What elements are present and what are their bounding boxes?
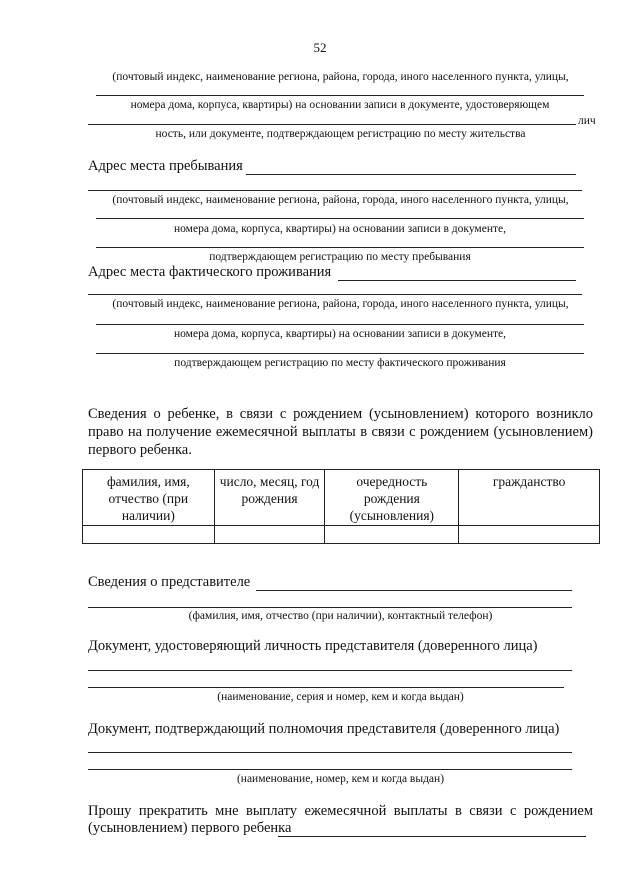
stay-address-hint-1: (почтовый индекс, наименование региона, района, города, иного населенного пункта, улицы, <box>112 194 569 206</box>
representative-label: Сведения о представителе <box>88 574 251 590</box>
actual-address-hint-1: (почтовый индекс, наименование региона, района, города, иного населенного пункта, улицы, <box>112 298 569 310</box>
col-header-citizenship: гражданство <box>459 470 600 526</box>
rep-auth-doc-label: Документ, подтверждающий полномочия представителя (доверенного лица) <box>88 721 560 737</box>
rep-id-doc-line-1[interactable] <box>88 670 572 671</box>
cell-full-name[interactable] <box>83 526 215 544</box>
stay-address-hint-3: подтверждающем регистрацию по месту пребывания <box>209 251 471 263</box>
reg-address-hint-2: номера дома, корпуса, квартиры) на основании записи в документе, удостоверяющем <box>130 99 550 111</box>
reg-address-hint-2-tail: лич <box>578 115 596 127</box>
request-line-1: Прошу прекратить мне выплату ежемесячной выплаты в связи с рождением <box>88 803 593 819</box>
actual-address-hint-2: номера дома, корпуса, квартиры) на основании записи в документе, <box>174 328 506 340</box>
request-line-2: (усыновлением) первого ребенка <box>88 820 292 836</box>
child-info-intro: Сведения о ребенке, в связи с рождением (усыновлением) которого возникло право на получение ежемесячной выплаты в связи с рождением (усыновлением) первого ребенка. <box>88 406 593 458</box>
rep-id-doc-label: Документ, удостоверяющий личность представителя (доверенного лица) <box>88 638 538 654</box>
rep-auth-doc-line-2[interactable] <box>88 769 572 770</box>
request-field[interactable] <box>278 836 586 837</box>
reg-address-hint-3: ность, или документе, подтверждающем регистрацию по месту жительства <box>155 128 526 140</box>
rep-id-doc-hint: (наименование, серия и номер, кем и когда выдан) <box>217 691 464 703</box>
col-header-birth-date: число, месяц, год рождения <box>214 470 325 526</box>
reg-address-line-1[interactable] <box>96 95 584 96</box>
stay-address-line-3[interactable] <box>96 247 584 248</box>
rep-id-doc-line-2[interactable] <box>88 687 564 688</box>
col-header-birth-order: очередность рождения (усыновления) <box>325 470 459 526</box>
child-table <box>82 469 600 544</box>
cell-birth-order[interactable] <box>325 526 459 544</box>
representative-hint: (фамилия, имя, отчество (при наличии), контактный телефон) <box>188 610 493 622</box>
cell-citizenship[interactable] <box>459 526 600 544</box>
representative-line-1[interactable] <box>88 607 572 608</box>
actual-address-line-2[interactable] <box>96 324 584 325</box>
col-header-full-name: фамилия, имя, отчество (при наличии) <box>83 470 215 526</box>
rep-auth-doc-hint: (наименование, номер, кем и когда выдан) <box>236 773 445 785</box>
page-number: 52 <box>313 40 327 55</box>
table-header-row <box>83 470 600 526</box>
actual-address-label: Адрес места фактического проживания <box>88 264 332 280</box>
stay-address-label: Адрес места пребывания <box>88 158 243 174</box>
cell-birth-date[interactable] <box>214 526 325 544</box>
table-row <box>83 526 600 544</box>
actual-address-line-1[interactable] <box>88 294 582 295</box>
rep-auth-doc-line-1[interactable] <box>88 752 572 753</box>
stay-address-field[interactable] <box>246 174 576 175</box>
actual-address-field[interactable] <box>338 280 576 281</box>
stay-address-line-1[interactable] <box>88 190 582 191</box>
stay-address-line-2[interactable] <box>96 218 584 219</box>
actual-address-hint-3: подтверждающем регистрацию по месту фактического проживания <box>174 357 506 369</box>
stay-address-hint-2: номера дома, корпуса, квартиры) на основании записи в документе, <box>174 223 506 235</box>
representative-field[interactable] <box>256 590 572 591</box>
actual-address-line-3[interactable] <box>96 353 584 354</box>
reg-address-hint-1: (почтовый индекс, наименование региона, района, города, иного населенного пункта, улицы, <box>112 71 569 83</box>
reg-address-line-2[interactable] <box>88 124 576 125</box>
